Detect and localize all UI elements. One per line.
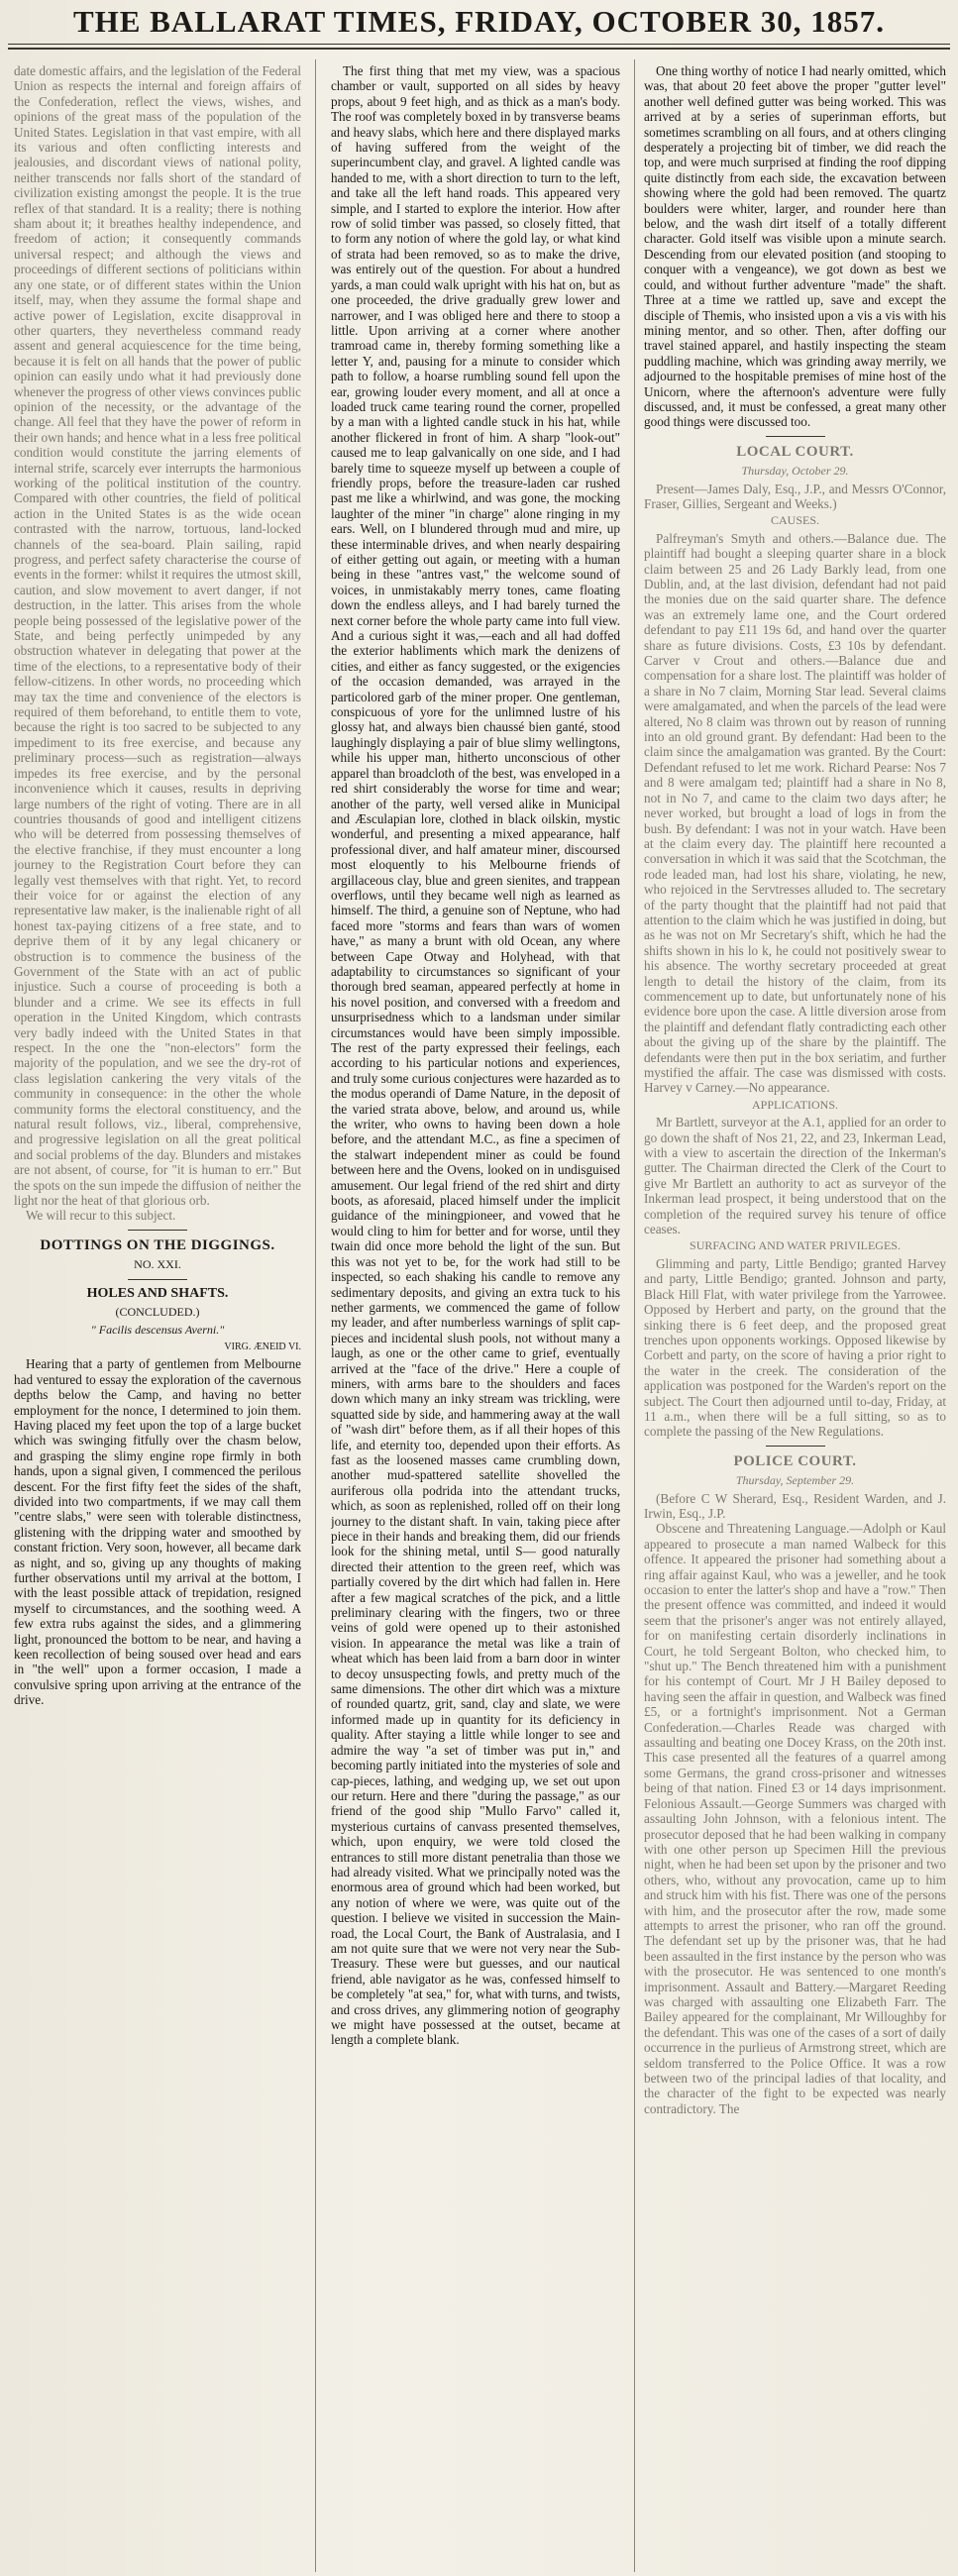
section-number: NO. XXI.: [134, 1257, 181, 1272]
local-court-title: LOCAL COURT.: [736, 443, 854, 460]
local-court-text: Palfreyman's Smyth and others.—Balance due. The plaintiff had bought a sleeping quarter share in a block claim between 25 and 26 Lady Barkly lead, from one Dublin, and, at the last division, defendant had not paid the monies due on the said quarter share. The defence was an extremely lame one, and the Court ordered defendant to pay £11 19s 6d, and hand over the quarter share as future divisions. Costs, £3 10s by defendant. Carver v Crout and others.—Balance due and compensation for a share lost. The plaintiff was holder of a share in No 7 claim, Morning Star lead. Several claims were amalgamated, and when the parcels of the lead were altered, No 8 claim was thrown out by reason of running into an old ground grant. By defendant: Had been to the claim since the amalgamation was granted. By the Court: Defendant refused to let me work. Richard Pearse: Nos 7 and 8 were amalgam ted; plaintiff had a share in No 8, not in No 7, and came to the claim two days after; he never worked, but brought a load of logs in from the bush. By defendant: I was not in your watch. Have been at the claim every day. The plaintiff here recounted a conversation in which it was said that the Scotchman, the rode leaded man, had lost his share, violating, he new, who rejoiced in the Servtresses alluded to. The secretary of the party thought that the plaintiff had not paid that attention to the claim which he was justified in doing, but as he was not on Mr Secretary's shift, which he had the shifts shown in his lo k, he could not positively swear to his absence. The worthy secretary proceeded at great length to detail the history of the claim, from its commencement up to date, but unfortunately none of his evidence bore upon the case. A little diversion arose from the plaintiff and defendant flatly contradicting each other about the giving up of the share by the plaintiff. The defendants were then put in the box seriatim, and further mystified the affair. The case was dismissed with costs. Harvey v Carney.—No appearance.: [644, 530, 946, 1096]
story-subtitle: (CONCLUDED.): [115, 1305, 200, 1320]
local-court-present: Present—James Daly, Esq., J.P., and Messrs O'Connor, Fraser, Gillies, Sergeant and Weeks.): [644, 481, 946, 511]
masthead: [0, 0, 958, 42]
masthead-rule-bottom: [8, 48, 950, 50]
police-court-text: Obscene and Threatening Language.—Adolph or Kaul appeared to prosecute a man named Walbeck for this offence. It appeared the prisoner had something about a ring affair against Kaul, who was a jeweller, and he took occasion to enter the latter's shop and have a "row." Then the present offence was committed, and indeed it would seem that the prisoner's anger was not entirely allayed, for on manifesting certain disorderly inclinations in Court, he told Sergeant Bolton, who checked him, to "shut up." The Bench threatened him with a punishment for his contempt of Court. Mr J H Bailey deposed to having seen the affair in question, and Walbeck was fined £5, or a fortnight's imprisonment. Not a German Confederation.—Charles Reade was charged with assaulting and beating one Docey Krass, on the 20th inst. This case presented all the features of a quarrel among some Germans, the grand cross-prisoner and witnesses being of that nation. Fined £3 or 14 days imprisonment. Felonious Assault.—George Summers was charged with assaulting John Johnson, with a felonious intent. The prosecutor deposed that he had been walking in company with one other person up Specimen Hill the previous night, when he had been set upon by the prisoner and two others, who, without any provocation, came up to him and struck him with his fist. There was one of the persons with him, and the prosecutor after the row, made some attempts to arrest the prisoner, who ran off the ground. The defendant set up by the prisoner was, that he had been assaulted in the first instance by the person who was with the prosecutor. He was sentenced to one month's imprisonment. Assault and Battery.—Margaret Reeding was charged with assaulting one Elizabeth Farr. The Bailey appeared for the complainant, Mr Willoughby for the defendant. This was one of the cases of a sort of daily occurrence in the purlieus of Armstrong street, which are seldom transferred to the Police Office. It was a row between two of the principal ladies of that locality, and the character of the fight to be expected was nearly contradictory. The: [644, 1521, 946, 2116]
column-2: [331, 63, 620, 2570]
epigraph: " Facilis descensus Averni.": [90, 1322, 225, 1337]
story-conclusion: One thing worthy of notice I had nearly omitted, which was, that about 20 feet above the proper "gutter level" another well defined gutter was being worked. This was arrived at by a series of superinman efforts, but sometimes scrambling on all fours, and at others clinging desperately a projecting bit of timber, we did reach the top, and were much surprised at finding the roof dipping quite distinctly from each side, the excavation between showing where the gold had been removed. The quartz boulders were whiter, larger, and rounder here than below, and the wash dirt itself of a totally different character. Gold itself was visible upon a minute search. Descending from our elevated position (and stooping to conquer with a vengeance), we got down as best we could, and without further adventure "made" the shaft. Three at a time we rattled up, save and except the disciple of Themis, who insisted upon a vis a vis with his mining mentor, and so other. Then, after doffing our travel stained apparel, and hastily inspecting the steam puddling machine, which was grinding away merrily, we adjourned to the hospitable premises of mine host of the Unicorn, where the afternoon's adventure were fully discussed, and, it must be confessed, a great many other good things were discussed too.: [644, 63, 946, 430]
story-text: Hearing that a party of gentlemen from Melbourne had ventured to essay the exploration of the cavernous depths below the Camp, and having no better employment for the nonce, I determined to join them. Having placed my feet upon the top of a large bucket which was swinging fitfully over the chasm below, and grasping the slimy engine rope firmly in both hands, upon a signal given, I commenced the perilous descent. For the first fifty feet the sides of the shaft, divided into two compartments, if we may call them "centre slabs," were seen with tolerable distinctness, glistening with the dripping water and smoothed by constant friction. Very soon, however, all became dark as night, and so, giving up any thoughts of making further observations until my arrival at the bottom, I with the least possible attack of trepidation, resigned myself to circumstances, and the soothing weed. A few extra rubs against the sides, and a glimmering light, pronounced the bottom to be near, and having a keen recollection of being soused over head and ears in "the well" upon a former occasion, I made a convulsive spring upon arriving at the entrance of the drive.: [14, 1356, 301, 1708]
column-divider: [634, 59, 635, 2572]
masthead-title: THE BALLARAT TIMES, FRIDAY, OCTOBER 30, 1857.: [72, 4, 886, 39]
column-1: [14, 63, 301, 2570]
section-title: DOTTINGS ON THE DIGGINGS.: [40, 1236, 275, 1253]
applications-heading: APPLICATIONS.: [751, 1097, 838, 1112]
section-divider: [128, 1230, 187, 1231]
leader-article-text: date domestic affairs, and the legislation of the Federal Union as respects the internal and foreign affairs of the Confederation, reflect the views, wishes, and opinions of the great mass of the population of the United States. Legislation in that vast empire, with all its various and often conflicting interests and jealousies, and discordant views of national polity, neither transcends nor falls short of the standard of civilization existing amongst the people. It is the true reflex of that standard. It is a reality; there is nothing sham about it; it breathes healthy independence, and freedom of action; it consequently commands universal respect; and although the views and proceedings of different sections of politicians within any one state, or of different states within the Union itself, may, when they assume the formal shape and active power of Legislation, excite disapproval in other quarters, they nevertheless command ready assent and general acquiescence for the time being, because it is felt on all hands that the power of public opinion can easily undo what it had previously done whenever the progress of other views convinces public opinion of the necessity, or the advantage of the change. All feel that they have the power of reform in their own hands; and hence what in a less free political condition would constitute the jarring elements of internal strife, scarcely ever interrupts the harmonious working of the political institution of the country. Compared with other countries, the field of political action in the United States is as the wide ocean contrasted with the narrow, tortuous, land-locked channels of the sea-board. Plain sailing, rapid progress, and perfect safety characterise the course of events in the former: whilst it requires the utmost skill, caution, and slow movement to avert danger, if not destruction, in the latter. This arises from the whole people being possessed of the legislative power of the State, and being perfectly unimpeded by any obstruction whatever in delegating that power at the time of the elections, to a representative body of their fellow-citizens. In other words, no proceeding which may tax the time and convenience of the electors is required of them beforehand, to entitle them to vote, because the right is too sacred to be subjected to any impediment to its free exercise, and because any preliminary process—such as registration—always impedes its free exercise, and by the personal inconvenience which it causes, results in depriving large numbers of the right of voting. There are in all countries thousands of good and intelligent citizens who will be deterred from possessing themselves of the elective franchise, if they must encounter a long journey to the Registration Court before they can legally vest themselves with that right. Yet, to record their voice for or against the election of any representative law maker, is the inalienable right of all honest tax-paying citizens of a free state, and to deprive them of it by any legal chicanery or obstruction is to commence the business of the Government of the State with an act of public injustice. Such a course of proceeding is both a blunder and a crime. We see its effects in full operation in the United Kingdom, which contrasts very badly indeed with the United States in that respect. In the one the "non-electors" form the majority of the population, and we see the dry-rot of class legislation cankering the very vitals of the community in consequence: in the other the whole community forms the electoral constituency, and the natural result follows, viz., liberal, comprehensive, and progressive legislation on all the great political and social problems of the day. Blunders and mistakes are not absent, of course, for "it is human to err." But the spots on the sun impede the diffusion of neither the light nor the heat of that glorious orb.: [14, 63, 301, 1209]
police-court-date: Thursday, September 29.: [735, 1473, 855, 1488]
police-court-title: POLICE COURT.: [733, 1452, 857, 1469]
police-court-present: (Before C W Sherard, Esq., Resident Warden, and J. Irwin, Esq., J.P.: [644, 1490, 946, 1521]
story-title: HOLES AND SHAFTS.: [86, 1285, 229, 1301]
applications-text: Mr Bartlett, surveyor at the A.1, applied for an order to go down the shaft of Nos 21, 22, and 23, Inkerman Lead, with a view to ascertain the direction of the Inkerman's gutter. The Chairman directed the Clerk of the Court to give Mr Bartlett an authority to act as surveyor of the Inkerman lead prospect, it being understood that on the completion of the required survey his tenure of office ceases.: [644, 1115, 946, 1237]
column-3: [644, 63, 946, 2570]
local-court-date: Thursday, October 29.: [741, 464, 849, 479]
section-divider: [766, 436, 825, 437]
section-divider: [766, 1446, 825, 1447]
surfacing-heading: SURFACING AND WATER PRIVILEGES.: [690, 1238, 901, 1253]
causes-heading: CAUSES.: [770, 513, 819, 528]
story-continuation: The first thing that met my view, was a spacious chamber or vault, supported on all sides by heavy props, about 9 feet high, and as thick as a man's body. The roof was completely boxed in by transverse beams and heavy slabs, which here and there displayed marks of having suffered from the weight of the superincumbent clay, and gravel. A lighted candle was handed to me, with a short direction to turn to the left, and take all the left hand roads. This appeared very simple, and I started to explore the interior. How after row of solid timber was passed, so closely fitted, that to form any notion of where the gold lay, or what kind of strata had been removed, so as to make the drive, was entirely out of the question. For about a hundred yards, a man could walk upright with his hat on, but as one proceeded, the drive gradually grew lower and narrower, and I was obliged here and there to stoop a little. Upon arriving at a corner where another tramroad came in, thereby forming something like a letter Y, and, pausing for a minute to consider which path to follow, a hoarse rumbling sound fell upon the ear, growing louder every moment, and all at once a loaded truck came tearing round the corner, propelled by a man with a lighted candle stuck in his hat, while another flickered in front of him. A sharp "look-out" caused me to leap galvanically on one side, and I had barely time to squeeze myself up between a couple of friendly props, before the treasure-laden car rushed past me like a whirlwind, and was gone, the mocking laughter of the miner "in charge" alone ringing in my ears. Well, on I blundered through mud and mire, up these interminable drives, and when nearly despairing of either getting out again, or meeting with a human being in these "antres vast," the welcome sound of voices, in unmistakably merry tones, came floating down the endless alleys, and I had barely turned the next corner before the whole party came into full view. And a curious sight it was,—each and all had doffed the exterior habliments which mark the denizens of cities, and either as fancy suggested, or the exigencies of the occasion demanded, was arrayed in the particolored garb of the miner proper. One gentleman, conspicuous of yore for the unlimned lustre of his glossy hat, and always bien chaussé bien ganté, stood laughingly displaying a pair of blue slimy wellingtons, while his upper man, hitherto unconscious of other apparel than broadcloth of the best, was enveloped in a red shirt considerably the worse for time and wear; another of the party, well versed alike in Municipal and Æsculapian lore, clothed in black oilskin, mystic wonderful, and presenting a mixed appearance, half professional diver, and half amateur miner, discoursed most eloquently to his Melbourne friends of argillaceous clay, blue and green sienites, and trappean overflows, until they became well nigh as learned as himself. The third, a genuine son of Neptune, who had faced more "storms and fears than wars of women have," as many a brunt with old Ocean, any where between Cape Otway and Holyhead, with that adaptability to circumstances so significant of your thorough bred seaman, appeared perfectly at home in his novel position, and conversed with a freedom and unsurprisedness which to a landsman under similar circumstances would have been simply impossible. The rest of the party expressed their feelings, each according to his particular notions and experiences, and truly some curious conjectures were hazarded as to the modus operandi of Dame Nature, in the deposit of the varied strata above, below, and around us, while the writer, who owns to having been down a hole before, and the attendant M.C., as fine a specimen of the stalwart independent miner as could be found between here and the Ovens, looked on in undisguised amusement. Our legal friend of the red shirt and dirty boots, as aforesaid, placed himself under the implicit guidance of the miningpioneer, and vowed that he would cling to him for better and for worse, until they twain did once more behold the light of the sun. But this was not yet to be, for the work had still to be inspected, so each shaking his candle to remove any sedimentary deposits, and giving an extra tuck to his nether garments, we commenced the game of follow my leader, and after numberless warnings of split cap-pieces and incidental slush pools, not without many a laugh, as one or the other came to grief, eventually arrived at the "face of the drive." Here a couple of miners, with arms bare to the shoulders and faces down which many an inky stream was trickling, were squatted side by side, and hammering away at the wall of "wash dirt" before them, as if all their hopes of this life, and eternity too, depended upon their efforts. As fast as the loosened masses came crumbling down, another mud-spattered satellite shovelled the auriferous olla podrida into the attendant trucks, which, as soon as replenished, rolled off on their long journey to the distant shaft. In vain, taking piece after piece in their hands and breaking them, did our friends look for the shining metal, until S— good naturally directed their attention to the green reef, which was partially covered by the dirt which had fallen in. Here after a few magical scratches of the pick, and a little preliminary clearing with the fingers, two or three veins of gold were opened up to their astonished vision. In appearance the metal was like a train of wheat which has been laid from a barn door in winter to decoy unsuspecting fowls, and pretty much of the same dimensions. The other dirt which was a mixture of rounded quartz, grit, sand, clay and slate, we were informed made up in quantity for its deficiency in quality. After staying a little while longer to see and admire the way "a set of timber was put in," and becoming partly initiated into the mysteries of sole and cap-pieces, lathing, and wedging up, we set out upon our return. Here and there "during the passage," as our friend of the good ship "Mullo Farvo" called it, mysterious curtains of canvass presented themselves, which, upon enquiry, we were told closed the entrances to still more distant penetralia than those we had already visited. What we principally noted was the enormous area of ground which had been worked, but any notion of where we were, was quite out of the question. I believe we visited in succession the Main-road, the Local Court, the Bank of Australasia, and I am not quite sure that we were not very near the Sub-Treasury. These were but guesses, and our nautical friend, able navigator as he was, confessed himself to be completely "at sea," for, what with turns, and twists, and cross drives, any glimmering notion of geography we might have possessed at the outset, became at length a complete blank.: [331, 63, 620, 2048]
section-divider: [128, 1279, 187, 1280]
leader-closing: We will recur to this subject.: [26, 1208, 176, 1224]
masthead-rule-top: [8, 44, 950, 45]
epigraph-source: VIRG. ÆNEID VI.: [224, 1341, 301, 1352]
surfacing-text: Glimming and party, Little Bendigo; granted Harvey and party, Little Bendigo; granted. Johnson and party, Black Hill Flat, with water privilege from the Yarrowee. Opposed by Herbert and party, on the ground that the sinking there is 6 feet deep, and the proposed great trenches upon opponents workings. Opposed likewise by Corbett and party, on the score of having a prior right to the water in the creek. The consideration of the application was postponed for the Warden's report on the subject. The Court then adjourned until to-day, Friday, at 11 a.m., when there will be a full sitting, so as to complete the passing of the New Regulations.: [644, 1255, 946, 1440]
column-divider: [315, 59, 316, 2572]
